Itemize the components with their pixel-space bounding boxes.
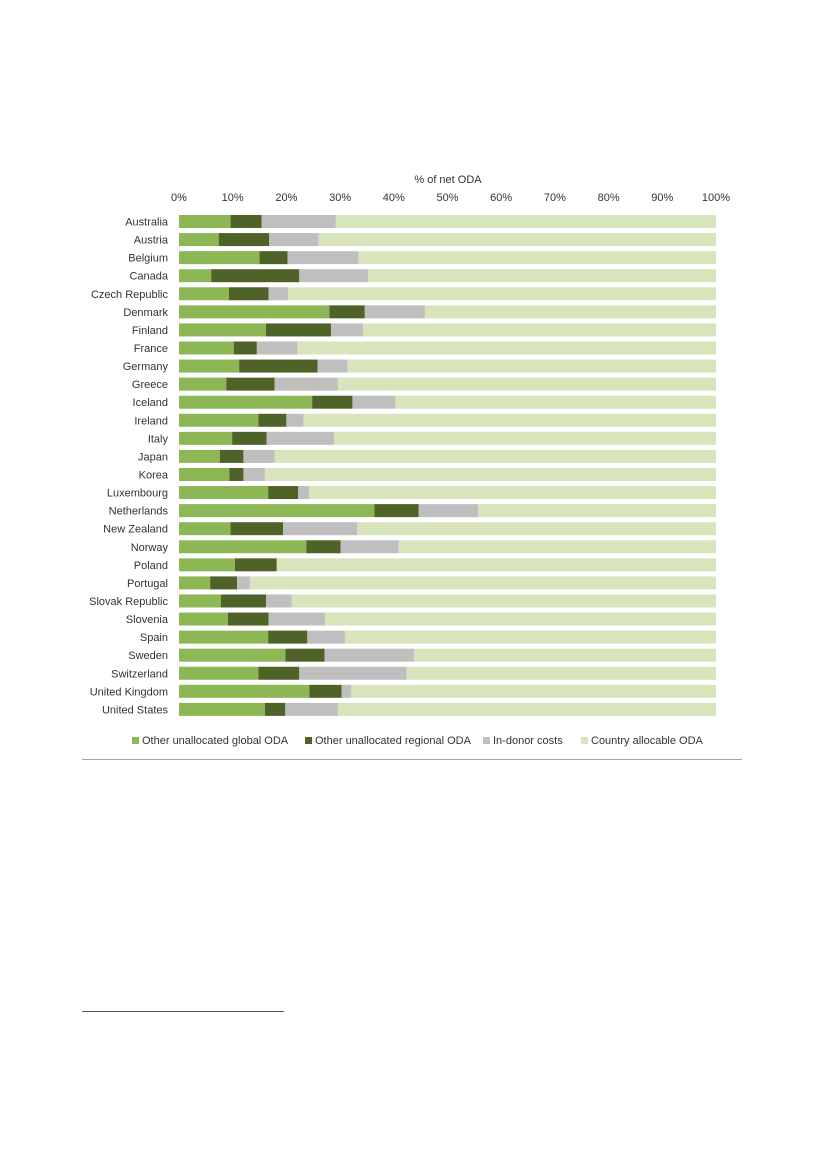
bar-segment — [338, 703, 716, 716]
bar-segment — [226, 378, 274, 391]
bar-segment — [179, 576, 210, 589]
legend-label: Other unallocated global ODA — [142, 735, 289, 747]
bar-segment — [257, 341, 298, 354]
bar-segment — [229, 468, 243, 481]
legend-swatch — [305, 737, 312, 744]
category-label: Greece — [131, 379, 168, 392]
bar-segment — [318, 360, 348, 373]
bar-segment — [179, 287, 229, 300]
bar-segment — [243, 468, 264, 481]
x-tick-label: 60% — [490, 192, 513, 204]
bar-segment — [179, 323, 266, 336]
bar-segment — [306, 540, 340, 553]
bar-segment — [250, 576, 716, 589]
x-tick-label: 30% — [329, 192, 352, 204]
bar-segment — [235, 558, 277, 571]
category-label: Korea — [138, 469, 168, 482]
bar-segment — [234, 341, 257, 354]
bar-segment — [179, 649, 285, 662]
category-label: Finland — [131, 324, 168, 337]
bar-segment — [352, 396, 395, 409]
x-tick-label: 20% — [275, 192, 298, 204]
bar-segment — [220, 450, 244, 463]
category-label: Austria — [133, 234, 168, 247]
bar-segment — [425, 305, 716, 318]
bar-segment — [309, 486, 716, 499]
legend-label: Other unallocated regional ODA — [315, 735, 471, 747]
x-tick-label: 50% — [436, 192, 459, 204]
bar-segment — [319, 233, 716, 246]
bar-segment — [243, 450, 274, 463]
category-label: France — [133, 342, 168, 355]
x-tick-label: 90% — [651, 192, 674, 204]
x-axis-label: % of net ODA — [414, 174, 482, 186]
bar-segment — [299, 667, 406, 680]
bar-segment — [298, 486, 309, 499]
legend-swatch — [483, 737, 490, 744]
bar-segment — [368, 269, 716, 282]
bar-segment — [336, 215, 716, 228]
category-label: Luxembourg — [106, 487, 168, 500]
bar-segment — [269, 233, 318, 246]
bar-segment — [179, 685, 309, 698]
category-label: Poland — [133, 559, 168, 572]
bar-segment — [179, 233, 219, 246]
bar-segment — [365, 305, 425, 318]
bar-segment — [304, 414, 716, 427]
bar-segment — [329, 305, 364, 318]
category-labels — [89, 217, 169, 717]
category-label: Italy — [147, 433, 168, 446]
bar-segment — [179, 341, 234, 354]
bar-segment — [179, 703, 265, 716]
bar-segment — [179, 540, 306, 553]
category-label: Norway — [130, 541, 168, 554]
bar-segment — [179, 667, 258, 680]
bar-segment — [179, 215, 231, 228]
bar-segment — [231, 522, 284, 535]
bar-segment — [478, 504, 716, 517]
bar-segment — [269, 613, 325, 626]
bar-segment — [325, 613, 716, 626]
bottom-rule — [82, 759, 742, 760]
bar-segment — [269, 287, 288, 300]
bar-segment — [228, 613, 269, 626]
legend-label: Country allocable ODA — [591, 735, 703, 747]
bar-segment — [312, 396, 352, 409]
bar-segment — [287, 251, 358, 264]
x-tick-label: 40% — [382, 192, 405, 204]
category-label: Canada — [129, 270, 168, 283]
bar-segment — [419, 504, 479, 517]
bar-segment — [288, 287, 716, 300]
bar-segment — [179, 251, 260, 264]
bar-segment — [348, 360, 716, 373]
category-label: Japan — [138, 451, 168, 464]
bar-segment — [179, 613, 228, 626]
bar-segment — [268, 486, 298, 499]
x-tick-label: 0% — [171, 192, 187, 204]
bar-segment — [399, 540, 716, 553]
bar-segment — [275, 450, 716, 463]
category-label: Denmark — [123, 306, 168, 319]
bar-segment — [363, 323, 716, 336]
category-label: Switzerland — [111, 668, 168, 681]
bar-segment — [277, 558, 716, 571]
bar-segment — [285, 649, 324, 662]
bar-segment — [211, 269, 299, 282]
bar-segment — [262, 215, 336, 228]
bar-segment — [239, 360, 317, 373]
bar-segment — [179, 594, 221, 607]
legend-swatch — [132, 737, 139, 744]
bar-segment — [407, 667, 716, 680]
bar-segment — [331, 323, 363, 336]
bar-segment — [307, 631, 345, 644]
bar-segment — [345, 631, 716, 644]
bar-segment — [266, 594, 292, 607]
x-tick-label: 80% — [597, 192, 620, 204]
footnote-rule — [82, 1011, 284, 1012]
bar-segment — [299, 269, 368, 282]
bar-segment — [237, 576, 250, 589]
category-label: Czech Republic — [90, 288, 168, 301]
category-label: Sweden — [128, 650, 168, 663]
bar-segment — [283, 522, 357, 535]
bar-segment — [268, 631, 307, 644]
bar-segment — [286, 414, 303, 427]
bar-segment — [179, 558, 235, 571]
bars — [179, 215, 716, 716]
category-label: Netherlands — [108, 505, 168, 518]
bar-segment — [338, 378, 716, 391]
bar-segment — [179, 414, 258, 427]
category-label: Australia — [125, 216, 168, 229]
x-tick-label: 100% — [701, 192, 731, 204]
bar-segment — [179, 269, 211, 282]
bar-segment — [258, 414, 286, 427]
bar-segment — [179, 504, 374, 517]
bar-segment — [258, 667, 299, 680]
x-axis — [171, 174, 730, 204]
bar-segment — [179, 522, 231, 535]
category-label: Portugal — [127, 577, 168, 590]
bar-segment — [179, 396, 312, 409]
bar-segment — [210, 576, 237, 589]
bar-segment — [265, 468, 716, 481]
bar-segment — [179, 631, 268, 644]
bar-segment — [179, 432, 232, 445]
bar-segment — [260, 251, 288, 264]
bar-segment — [325, 649, 415, 662]
category-label: Ireland — [134, 415, 168, 428]
category-label: New Zealand — [103, 523, 168, 536]
bar-segment — [221, 594, 266, 607]
x-tick-label: 70% — [543, 192, 566, 204]
bar-segment — [414, 649, 716, 662]
bar-segment — [358, 251, 716, 264]
bar-segment — [229, 287, 269, 300]
bar-segment — [232, 432, 266, 445]
bar-segment — [374, 504, 418, 517]
category-label: Iceland — [132, 397, 168, 410]
bar-segment — [231, 215, 262, 228]
category-label: Slovak Republic — [89, 595, 168, 608]
legend-swatch — [581, 737, 588, 744]
bar-segment — [298, 341, 716, 354]
bar-segment — [179, 450, 220, 463]
x-tick-label: 10% — [221, 192, 244, 204]
category-label: United Kingdom — [89, 686, 168, 699]
bar-segment — [292, 594, 716, 607]
bar-segment — [395, 396, 716, 409]
bar-segment — [309, 685, 341, 698]
bar-segment — [357, 522, 716, 535]
bar-segment — [219, 233, 269, 246]
bar-segment — [179, 360, 239, 373]
category-label: United States — [101, 704, 168, 717]
bar-segment — [179, 305, 329, 318]
bar-segment — [265, 703, 285, 716]
bar-segment — [179, 378, 226, 391]
bar-segment — [351, 685, 716, 698]
legend — [132, 735, 704, 747]
bar-segment — [341, 540, 399, 553]
category-label: Slovenia — [125, 614, 168, 627]
category-label: Germany — [122, 361, 168, 374]
category-label: Spain — [139, 632, 168, 645]
bar-segment — [179, 486, 268, 499]
bar-segment — [267, 432, 335, 445]
bar-segment — [285, 703, 338, 716]
bar-segment — [266, 323, 331, 336]
category-label: Belgium — [128, 252, 168, 265]
bar-segment — [179, 468, 229, 481]
bar-segment — [342, 685, 352, 698]
bar-segment — [275, 378, 338, 391]
bar-segment — [334, 432, 716, 445]
legend-label: In-donor costs — [493, 735, 563, 747]
